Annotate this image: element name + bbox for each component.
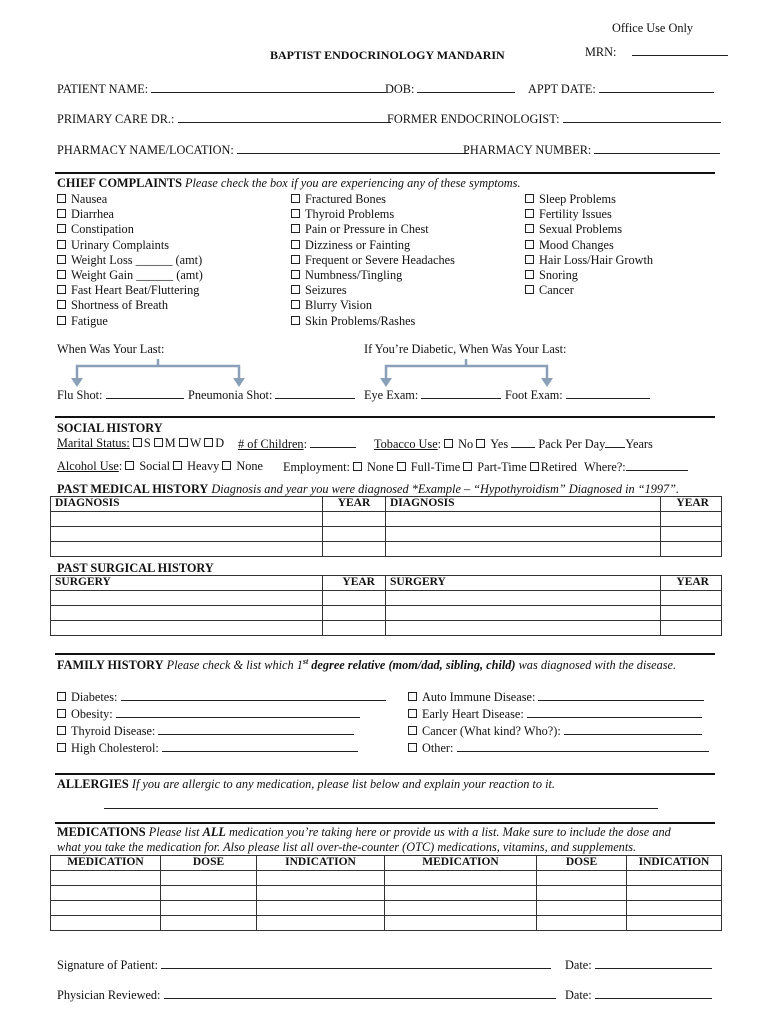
table-row[interactable] (51, 512, 722, 527)
past-surgical-heading: PAST SURGICAL HISTORY (57, 561, 214, 575)
medications-table (50, 855, 722, 931)
col-year: YEAR (661, 576, 722, 591)
allergies-heading: ALLERGIES (57, 777, 129, 791)
family-cholesterol-field[interactable] (57, 741, 358, 754)
tobacco-label: Tobacco Use (374, 437, 438, 451)
table-row[interactable] (51, 591, 722, 606)
table-row[interactable] (51, 886, 722, 901)
symptom-label: Seizures (305, 283, 347, 298)
past-medical-header (57, 483, 679, 495)
patient-date-label: Date: (565, 958, 592, 972)
chief-complaints-instruction: Please check the box if you are experiencing any of these symptoms. (185, 176, 521, 190)
symptom-label: Diarrhea (71, 207, 115, 222)
foot-exam-label: Foot Exam: (505, 388, 563, 402)
symptom-label: Fractured Bones (305, 192, 386, 206)
marital-status-row (57, 437, 224, 449)
family-autoimmune-label: Auto Immune Disease: (422, 690, 536, 704)
form-title: BAPTIST ENDOCRINOLOGY MANDARIN (270, 48, 505, 62)
col-medication: MEDICATION (51, 856, 161, 871)
employment-fulltime-checkbox[interactable]: Full-Time (397, 460, 460, 474)
family-obesity-field[interactable] (57, 707, 360, 720)
symptom-label: Blurry Vision (305, 298, 373, 313)
symptom-label: Hair Loss/Hair Growth (539, 252, 654, 267)
eye-exam-label: Eye Exam: (364, 388, 419, 402)
col-dose: DOSE (161, 856, 257, 871)
section-divider (55, 822, 715, 824)
symptom-label: Cancer (539, 283, 574, 298)
pharmacy-number-label: PHARMACY NUMBER: (463, 143, 592, 157)
symptom-label: Pain or Pressure in Chest (305, 222, 429, 237)
medications-instruction-cont: medication you’re taking here or provide us with a list. Make sure to include the dose and (228, 825, 671, 839)
past-medical-heading: PAST MEDICAL HISTORY (57, 482, 209, 496)
table-row[interactable] (51, 606, 722, 621)
past-medical-table (50, 496, 722, 557)
employment-none-checkbox[interactable]: None (353, 460, 394, 474)
allergies-input[interactable] (104, 808, 658, 809)
table-header-row (51, 856, 722, 871)
section-divider (55, 416, 715, 418)
family-history-instruction-end: was diagnosed with the disease. (518, 658, 677, 673)
table-row[interactable] (51, 527, 722, 542)
col-dose: DOSE (537, 856, 627, 871)
family-history-heading: FAMILY HISTORY (57, 658, 164, 673)
eye-exam-field[interactable] (364, 388, 501, 401)
marital-option-m[interactable]: M (154, 436, 176, 450)
appt-date-label: APPT DATE: (528, 82, 596, 96)
physician-signature-field[interactable] (57, 988, 556, 1001)
symptom-label: Nausea (71, 192, 108, 206)
dob-label: DOB: (385, 82, 415, 96)
symptom-label: Constipation (71, 222, 134, 237)
employment-retired-checkbox[interactable]: Retired (530, 460, 577, 474)
table-row[interactable] (51, 871, 722, 886)
col-year: YEAR (661, 497, 722, 512)
when-last-label: When Was Your Last: (57, 342, 165, 356)
symptom-label: Weight Gain ______ (amt) (71, 268, 203, 283)
alcohol-social-checkbox[interactable]: Social (125, 459, 170, 473)
family-autoimmune-field[interactable] (408, 690, 704, 703)
symptom-label: Weight Loss ______ (amt) (71, 252, 203, 267)
section-divider (55, 773, 715, 775)
alcohol-none-checkbox[interactable]: None (222, 459, 263, 473)
if-diabetic-label: If You’re Diabetic, When Was Your Last: (364, 342, 567, 356)
medications-header (57, 826, 671, 838)
col-surgery: SURGERY (386, 576, 661, 591)
marital-option-s[interactable]: S (133, 436, 151, 450)
symptom-label: Urinary Complaints (71, 237, 170, 252)
marital-status-label: Marital Status: (57, 436, 130, 450)
col-indication: INDICATION (257, 856, 385, 871)
alcohol-heavy-checkbox[interactable]: Heavy (173, 459, 219, 473)
col-indication: INDICATION (627, 856, 722, 871)
former-endo-label: FORMER ENDOCRINOLOGIST: (387, 112, 560, 126)
symptom-label: Snoring (539, 268, 578, 283)
family-diabetes-label: Diabetes: (71, 690, 118, 704)
family-history-instruction: Please check & list which 1 (166, 658, 303, 673)
symptom-label: Fatigue (71, 313, 108, 328)
allergies-header (57, 778, 555, 790)
family-cancer-field[interactable] (408, 724, 702, 737)
foot-exam-field[interactable] (505, 388, 650, 401)
family-history-header (57, 658, 676, 671)
col-medication: MEDICATION (385, 856, 537, 871)
table-row[interactable] (51, 901, 722, 916)
employment-row (283, 460, 688, 473)
where-label: Where?: (584, 460, 626, 474)
past-surgical-table (50, 575, 722, 636)
symptom-label: Shortness of Breath (71, 298, 168, 313)
family-other-label: Other: (422, 741, 454, 755)
family-obesity-label: Obesity: (71, 707, 113, 721)
where-input[interactable] (626, 460, 688, 471)
medications-all: ALL (202, 825, 226, 839)
tobacco-no-checkbox[interactable]: No (444, 437, 473, 451)
family-thyroid-label: Thyroid Disease: (71, 724, 156, 738)
alcohol-label: Alcohol Use (57, 459, 119, 473)
table-header-row (51, 497, 722, 512)
symptom-label: Dizziness or Fainting (305, 237, 411, 252)
family-cancer-label: Cancer (What kind? Who?): (422, 724, 561, 738)
family-cholesterol-label: High Cholesterol: (71, 741, 159, 755)
family-heart-label: Early Heart Disease: (422, 707, 524, 721)
symptom-label: Frequent or Severe Headaches (305, 252, 455, 267)
past-medical-instruction: Diagnosis and year you were diagnosed *Example – “Hypothyroidism” Diagnosed in “1997”. (211, 482, 680, 496)
medications-instruction-line2: what you take the medication for. Also please list all over-the-counter (OTC) medications, vitamins, and supplements. (57, 840, 637, 854)
office-use-label: Office Use Only (612, 21, 694, 35)
pack-per-day-label: Pack Per Day (538, 437, 606, 451)
employment-label: Employment: (283, 460, 350, 474)
symptom-label: Thyroid Problems (305, 207, 395, 222)
pneumonia-shot-field[interactable] (188, 388, 355, 401)
table-row[interactable] (51, 542, 722, 557)
table-row[interactable] (51, 621, 722, 636)
symptom-label: Sleep Problems (539, 192, 616, 206)
family-history-sup: st (302, 657, 309, 666)
patient-date-field[interactable] (565, 958, 712, 971)
alcohol-row: Alcohol Use: Social Heavy None (57, 459, 263, 473)
chief-complaints-heading: CHIEF COMPLAINTS (57, 176, 182, 190)
family-history-relative: degree relative (mom/dad, sibling, child) (311, 658, 516, 673)
children-field[interactable]: # of Children: (238, 437, 356, 450)
patient-name-label: PATIENT NAME: (57, 82, 149, 96)
symptom-label: Mood Changes (539, 237, 614, 252)
pneumonia-shot-label: Pneumonia Shot: (188, 388, 273, 402)
physician-date-field[interactable] (565, 988, 712, 1001)
tobacco-yes-checkbox[interactable]: Yes (476, 437, 508, 451)
years-label: Years (625, 437, 653, 451)
symptom-label: Sexual Problems (539, 222, 622, 237)
family-diabetes-field[interactable] (57, 690, 386, 703)
social-history-heading: SOCIAL HISTORY (57, 421, 163, 435)
physician-signature-label: Physician Reviewed: (57, 988, 161, 1002)
patient-signature-field[interactable] (57, 958, 551, 971)
col-surgery: SURGERY (51, 576, 323, 591)
patient-signature-label: Signature of Patient: (57, 958, 159, 972)
medications-heading: MEDICATIONS (57, 825, 146, 839)
tobacco-row: Tobacco Use: No Yes Pack Per Day Years (374, 437, 653, 451)
table-row[interactable] (51, 916, 722, 931)
family-other-field[interactable] (408, 741, 709, 754)
col-year: YEAR (323, 497, 386, 512)
allergies-instruction: If you are allergic to any medication, please list below and explain your reaction to it. (131, 777, 555, 791)
pharmacy-name-label: PHARMACY NAME/LOCATION: (57, 143, 234, 157)
medications-instruction: Please list (148, 825, 200, 839)
col-diagnosis: DIAGNOSIS (51, 497, 323, 512)
symptom-label: Fast Heart Beat/Fluttering (71, 283, 200, 298)
marital-option-w[interactable]: W (179, 436, 201, 450)
family-heart-field[interactable] (408, 707, 702, 720)
symptom-label: Numbness/Tingling (305, 268, 403, 283)
section-divider (55, 653, 715, 655)
symptom-label: Fertility Issues (539, 207, 612, 222)
marital-option-d[interactable]: D (204, 436, 224, 450)
col-year: YEAR (323, 576, 386, 591)
primary-care-label: PRIMARY CARE DR.: (57, 112, 175, 126)
symptom-label: Skin Problems/Rashes (305, 313, 416, 328)
col-diagnosis: DIAGNOSIS (386, 497, 661, 512)
employment-parttime-checkbox[interactable]: Part-Time (463, 460, 526, 474)
family-thyroid-field[interactable] (57, 724, 354, 737)
children-label: # of Children (238, 437, 304, 451)
mrn-label: MRN: (585, 45, 617, 59)
flu-shot-field[interactable] (57, 388, 184, 401)
flu-shot-label: Flu Shot: (57, 388, 103, 402)
table-header-row (51, 576, 722, 591)
physician-date-label: Date: (565, 988, 592, 1002)
